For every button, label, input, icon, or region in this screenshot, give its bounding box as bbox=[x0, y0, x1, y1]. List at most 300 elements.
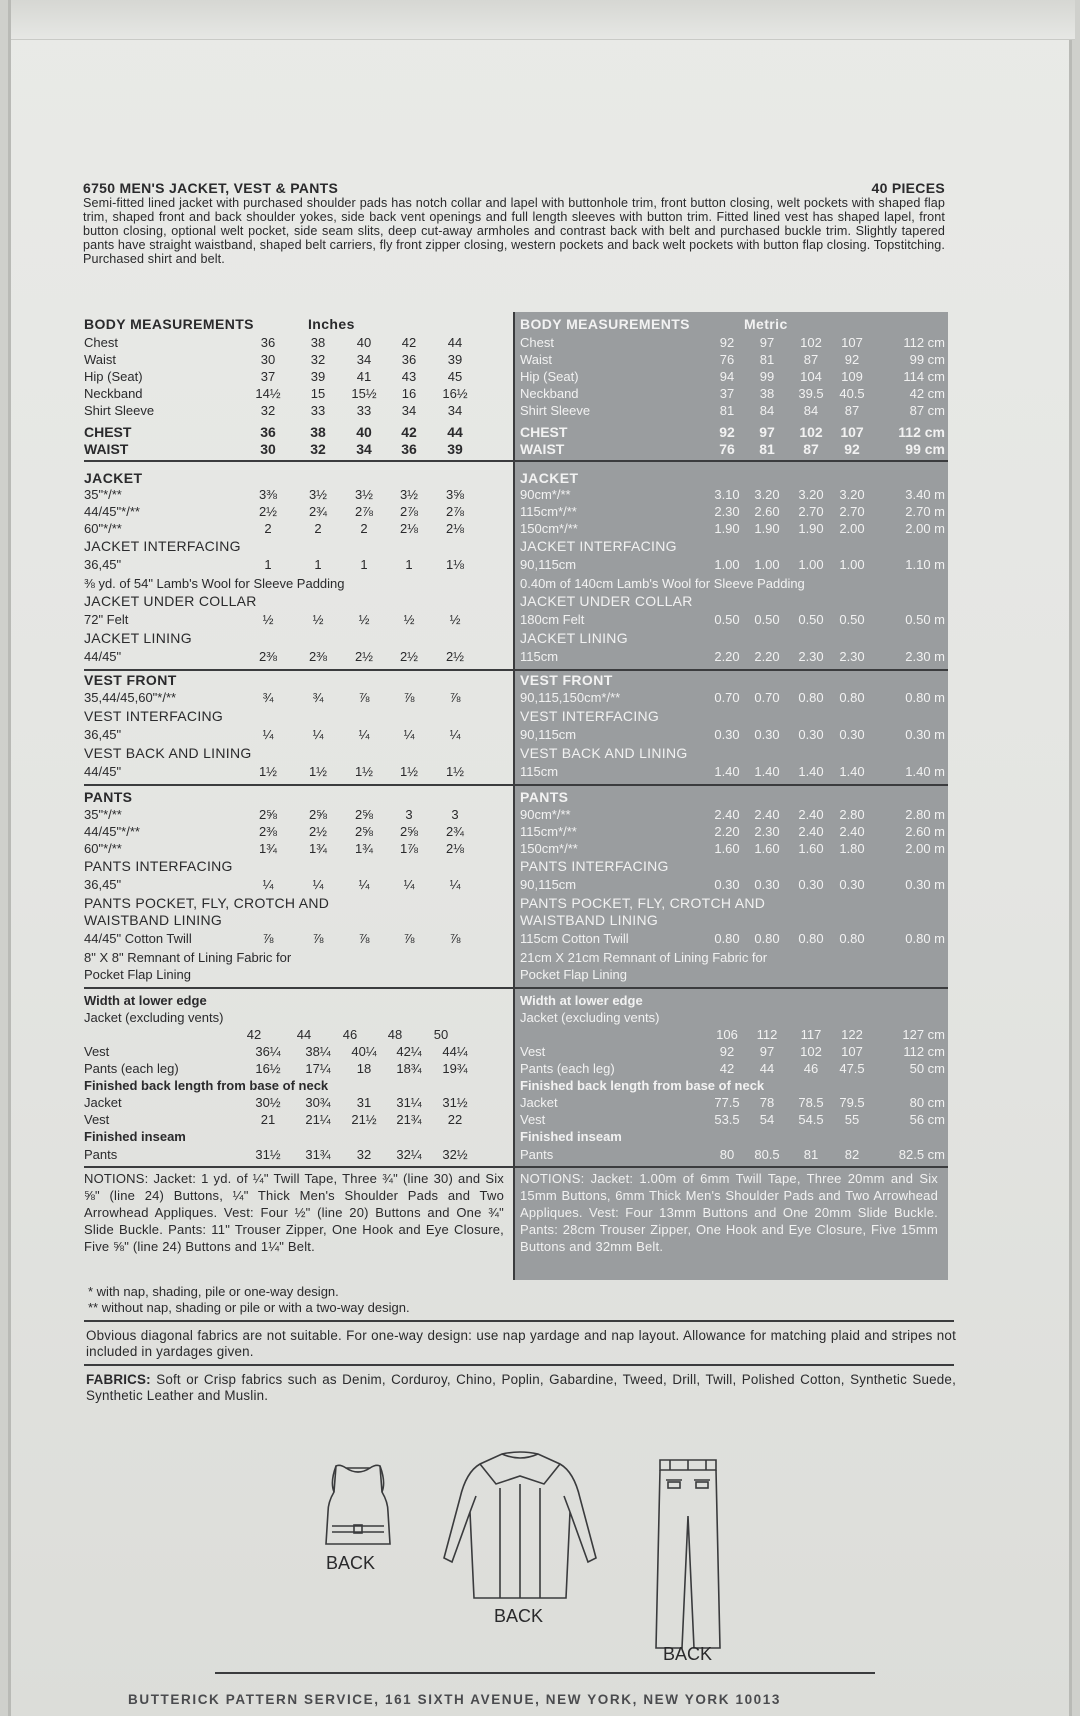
width-vest-row-value: 44¼ bbox=[442, 1044, 468, 1059]
measurement-row-label: Chest bbox=[84, 335, 118, 350]
back-length-jacket-row-value: 31½ bbox=[442, 1095, 468, 1110]
jacket-back-label: BACK bbox=[494, 1606, 544, 1626]
measurement-row-value: 104 bbox=[800, 369, 822, 384]
vest-front-row-value: ¾ bbox=[262, 690, 274, 705]
measurement-row-value: 42 bbox=[401, 335, 417, 350]
pants-pocket-row-value: ⅞ bbox=[262, 931, 274, 946]
jacket-width-value: 46 bbox=[342, 1027, 358, 1042]
measurement-row-value: 92 bbox=[719, 335, 735, 350]
jacket-lining-row-value: 2.30 bbox=[839, 649, 865, 664]
footnote-divider bbox=[84, 1320, 954, 1322]
vest-back-row-label: 115cm bbox=[520, 764, 559, 779]
width-vest-row-value: 38¼ bbox=[305, 1044, 331, 1059]
vest-interfacing-row-value: 0.30 m bbox=[905, 727, 945, 742]
jacket-under-collar-row-value: 0.50 m bbox=[905, 612, 945, 627]
fabrics-note bbox=[86, 1372, 956, 1404]
pants-interfacing-heading: PANTS INTERFACING bbox=[520, 858, 669, 874]
measurement-row-value: 97 bbox=[759, 335, 775, 350]
width-pants-row-value: 46 bbox=[803, 1061, 819, 1076]
width-sub: Jacket (excluding vents) bbox=[520, 1010, 660, 1025]
pants-pocket-row-value: 0.80 bbox=[714, 931, 740, 946]
pants-row-value: 1¾ bbox=[258, 841, 278, 856]
measurement-row-value: 37 bbox=[719, 386, 735, 401]
vest-front-row-value: ⅞ bbox=[358, 690, 370, 705]
vest-interfacing-row-label: 36,45" bbox=[84, 727, 122, 742]
vest-back-row-value: 1.40 bbox=[839, 764, 865, 779]
pants-pocket-row-value: ⅞ bbox=[312, 931, 324, 946]
measurement-row-value: 38 bbox=[310, 335, 326, 350]
back-length-vest-row-value: 21 bbox=[260, 1112, 276, 1127]
jacket-lining-heading: JACKET LINING bbox=[84, 630, 192, 646]
jacket-row-value: 3⅜ bbox=[258, 487, 278, 502]
pants-row-value: 1⅞ bbox=[399, 841, 419, 856]
section-divider bbox=[84, 987, 948, 989]
pants-interfacing-row-value: ¼ bbox=[262, 877, 274, 892]
pattern-title: 6750 MEN'S JACKET, VEST & PANTS bbox=[83, 180, 339, 196]
measurement-row-value: 45 bbox=[447, 369, 463, 384]
pants-pocket-row-value: 0.80 bbox=[754, 931, 780, 946]
footnotes bbox=[88, 1284, 948, 1316]
vest-interfacing-row-value: 0.30 bbox=[839, 727, 865, 742]
back-length-jacket-row-label: Jacket bbox=[84, 1095, 122, 1110]
without-nap-footnote: ** without nap, shading or pile or with a two-way design. bbox=[88, 1300, 410, 1315]
measurement-row-label: Hip (Seat) bbox=[84, 369, 143, 384]
width-pants-row-value: 44 bbox=[759, 1061, 775, 1076]
pants-pocket-heading: PANTS POCKET, FLY, CROTCH AND bbox=[520, 895, 766, 911]
measurement-row-value: 15 bbox=[310, 386, 326, 401]
pants-row-value: 2.30 bbox=[754, 824, 780, 839]
pants-row-value: 2⅝ bbox=[258, 807, 278, 822]
vest-back-sketch bbox=[318, 1462, 398, 1554]
width-vest-row-value: 97 bbox=[759, 1044, 775, 1059]
vest-front-row-value: 0.70 bbox=[754, 690, 780, 705]
measurement-row-value: 16½ bbox=[442, 386, 468, 401]
vest-back-row-value: 1.40 bbox=[714, 764, 740, 779]
size-row-value: 32 bbox=[310, 441, 326, 457]
jacket-under-collar-row-value: ½ bbox=[358, 612, 370, 627]
measurement-row-value: 107 bbox=[841, 335, 863, 350]
size-row-value: 76 bbox=[719, 441, 735, 457]
back-length-jacket-row-value: 30½ bbox=[255, 1095, 281, 1110]
size-row-value: 92 bbox=[719, 424, 735, 440]
size-row-value: 36 bbox=[260, 424, 276, 440]
vest-front-row-value: 0.70 bbox=[714, 690, 740, 705]
pants-row-label: 150cm*/** bbox=[520, 841, 578, 856]
jacket-interfacing-row-value: 1.00 bbox=[839, 557, 865, 572]
jacket-row-label: 35"*/** bbox=[84, 487, 122, 502]
width-pants-row-value: 47.5 bbox=[839, 1061, 865, 1076]
jacket-heading: JACKET bbox=[84, 470, 143, 486]
inseam-row-value: 31¾ bbox=[305, 1147, 331, 1162]
jacket-lining-row-value: 2.30 bbox=[798, 649, 824, 664]
width-vest-row-value: 102 bbox=[800, 1044, 822, 1059]
jacket-lining-row-value: 2½ bbox=[399, 649, 419, 664]
jacket-row-label: 115cm*/** bbox=[520, 504, 577, 519]
vest-back-row-value: 1½ bbox=[258, 764, 278, 779]
jacket-row-value: 2.30 bbox=[714, 504, 740, 519]
measurement-row-value: 37 bbox=[260, 369, 276, 384]
measurement-row-label: Hip (Seat) bbox=[520, 369, 579, 384]
remnant-note-2: Pocket Flap Lining bbox=[520, 967, 627, 982]
inseam-row-value: 31½ bbox=[255, 1147, 281, 1162]
size-row-value: 44 bbox=[447, 424, 463, 440]
width-heading: Width at lower edge bbox=[520, 993, 643, 1008]
pants-row-value: 1.80 bbox=[839, 841, 865, 856]
measurement-row-value: 87 bbox=[844, 403, 860, 418]
width-heading: Width at lower edge bbox=[84, 993, 207, 1008]
pants-heading: PANTS bbox=[520, 789, 569, 805]
vest-back-row-value: 1½ bbox=[399, 764, 419, 779]
pants-row-value: 2.40 bbox=[839, 824, 865, 839]
measurement-row-label: Neckband bbox=[520, 386, 579, 401]
pants-row-label: 90cm*/** bbox=[520, 807, 571, 822]
jacket-lining-row-value: 2⅜ bbox=[308, 649, 328, 664]
jacket-row-value: 1.90 bbox=[714, 521, 740, 536]
back-length-vest-row-value: 53.5 bbox=[714, 1112, 740, 1127]
inseam-heading: Finished inseam bbox=[520, 1129, 622, 1144]
pants-interfacing-row-value: 0.30 bbox=[798, 877, 824, 892]
jacket-under-collar-row-value: ½ bbox=[449, 612, 461, 627]
width-vest-row-value: 92 bbox=[719, 1044, 735, 1059]
pants-interfacing-row-value: 0.30 bbox=[714, 877, 740, 892]
jacket-row-value: 3⅝ bbox=[445, 487, 465, 502]
measurement-row-value: 44 bbox=[447, 335, 463, 350]
jacket-row-value: 1.90 bbox=[754, 521, 780, 536]
width-pants-row-value: 17¼ bbox=[305, 1061, 331, 1076]
vest-interfacing-row-value: 0.30 bbox=[798, 727, 824, 742]
back-length-jacket-row-value: 30¾ bbox=[305, 1095, 331, 1110]
jacket-under-collar-row-label: 72" Felt bbox=[84, 612, 129, 627]
jacket-interfacing-heading: JACKET INTERFACING bbox=[520, 538, 677, 554]
jacket-row-value: 2 bbox=[314, 521, 322, 536]
back-length-heading: Finished back length from base of neck bbox=[520, 1078, 765, 1093]
measurement-row-value: 34 bbox=[401, 403, 417, 418]
width-pants-row-value: 50 cm bbox=[909, 1061, 945, 1076]
vest-front-row-value: 0.80 m bbox=[905, 690, 945, 705]
pants-pocket-row-value: 0.80 bbox=[839, 931, 865, 946]
width-pants-row-value: 19¾ bbox=[442, 1061, 468, 1076]
measurement-row-value: 40.5 bbox=[839, 386, 865, 401]
notions-text: NOTIONS: Jacket: 1 yd. of ¼" Twill Tape, Three ¾" (line 30) and Six ⅝" (line 24) Buttons, ¼" Thick Men's Shoulder Pads and Two Arrowhead Appliques. Vest: Four ½" (line 20) Buttons and One ¾" Slide Buckle. Pants: 11" Trouser Zipper, One Hook and Eye Closure, Five ⅝" (line 24) Buttons and 1¼" Belt. bbox=[84, 1171, 504, 1254]
measurement-row-value: 102 bbox=[800, 335, 822, 350]
remnant-note: 21cm X 21cm Remnant of Lining Fabric for bbox=[520, 950, 768, 965]
pants-row-value: 2.40 bbox=[798, 824, 824, 839]
measurement-row-label: Waist bbox=[520, 352, 553, 367]
size-row-value: 39 bbox=[447, 441, 463, 457]
vest-back-row-value: 1.40 bbox=[798, 764, 824, 779]
vest-front-heading: VEST FRONT bbox=[520, 672, 613, 688]
measurement-row-value: 34 bbox=[356, 352, 372, 367]
vest-back-row-value: 1½ bbox=[445, 764, 465, 779]
pants-interfacing-row-value: 0.30 bbox=[839, 877, 865, 892]
width-vest-row-value: 112 cm bbox=[903, 1044, 945, 1059]
measurement-row-value: 39.5 bbox=[798, 386, 824, 401]
body-measurements-heading: BODY MEASUREMENTS bbox=[520, 316, 690, 332]
measurement-row-label: Shirt Sleeve bbox=[84, 403, 155, 418]
jacket-lining-row-value: 2.20 bbox=[754, 649, 780, 664]
measurement-row-value: 33 bbox=[356, 403, 372, 418]
jacket-under-collar-row-value: 0.50 bbox=[839, 612, 865, 627]
measurement-row-value: 99 cm bbox=[909, 352, 945, 367]
vest-interfacing-row-value: ¼ bbox=[449, 727, 461, 742]
pants-pocket-row-value: ⅞ bbox=[358, 931, 370, 946]
pants-interfacing-row-value: 0.30 m bbox=[905, 877, 945, 892]
back-length-vest-row-value: 21¾ bbox=[396, 1112, 422, 1127]
vest-back-label: BACK bbox=[326, 1553, 376, 1573]
jacket-row-value: 3½ bbox=[308, 487, 328, 502]
envelope-flap bbox=[11, 0, 1075, 40]
jacket-row-value: 1.90 bbox=[798, 521, 824, 536]
jacket-row-label: 60"*/** bbox=[84, 521, 122, 536]
size-row-label: WAIST bbox=[84, 441, 129, 457]
jacket-row-value: 2.70 bbox=[798, 504, 824, 519]
jacket-under-collar-heading: JACKET UNDER COLLAR bbox=[520, 593, 693, 609]
width-pants-row-value: 18¾ bbox=[396, 1061, 422, 1076]
size-row-value: 30 bbox=[260, 441, 276, 457]
jacket-width-value: 106 bbox=[716, 1027, 738, 1042]
vest-front-row-value: ¾ bbox=[312, 690, 324, 705]
jacket-row-value: 2⅞ bbox=[445, 504, 465, 519]
width-vest-row-value: 36¼ bbox=[255, 1044, 281, 1059]
yardage-table bbox=[84, 312, 948, 1280]
measurement-row-value: 34 bbox=[447, 403, 463, 418]
pattern-header bbox=[83, 180, 945, 266]
jacket-row-value: 2 bbox=[360, 521, 368, 536]
measurement-row-value: 99 bbox=[759, 369, 775, 384]
back-length-vest-row-value: 54.5 bbox=[798, 1112, 824, 1127]
jacket-back-sketch bbox=[440, 1448, 600, 1608]
size-row-value: 92 bbox=[844, 441, 860, 457]
pants-interfacing-row-label: 36,45" bbox=[84, 877, 122, 892]
size-row-value: 34 bbox=[356, 441, 372, 457]
jacket-interfacing-row-label: 90,115cm bbox=[520, 557, 577, 572]
pants-interfacing-row-value: ¼ bbox=[403, 877, 415, 892]
size-row-value: 36 bbox=[401, 441, 417, 457]
pants-row-value: 1.60 bbox=[798, 841, 824, 856]
back-length-vest-row-value: 22 bbox=[447, 1112, 463, 1127]
inseam-row-value: 80 bbox=[719, 1147, 735, 1162]
vest-back-heading: VEST BACK AND LINING bbox=[84, 745, 252, 761]
back-length-jacket-row-value: 78 bbox=[759, 1095, 775, 1110]
jacket-width-value: 122 bbox=[841, 1027, 863, 1042]
unit-heading: Metric bbox=[744, 316, 788, 332]
jacket-row-value: 2⅛ bbox=[399, 521, 419, 536]
jacket-row-value: 2⅞ bbox=[399, 504, 419, 519]
vest-interfacing-heading: VEST INTERFACING bbox=[84, 708, 224, 724]
width-pants-row-label: Pants (each leg) bbox=[84, 1061, 179, 1076]
back-length-jacket-row-value: 31 bbox=[356, 1095, 372, 1110]
diagonal-fabric-note: Obvious diagonal fabrics are not suitable. For one-way design: use nap yardage and nap layout. Allowance for matching plaid and stripes not included in yardages given. bbox=[86, 1328, 956, 1359]
pants-row-value: 3 bbox=[405, 807, 413, 822]
jacket-interfacing-row-label: 36,45" bbox=[84, 557, 122, 572]
vest-front-row-value: ⅞ bbox=[403, 690, 415, 705]
pants-row-value: 2.40 bbox=[754, 807, 780, 822]
pants-row-value: 2.00 m bbox=[905, 841, 945, 856]
back-length-vest-row-label: Vest bbox=[520, 1112, 546, 1127]
measurement-row-value: 14½ bbox=[255, 386, 281, 401]
measurement-row-value: 16 bbox=[401, 386, 417, 401]
measurement-row-value: 39 bbox=[310, 369, 326, 384]
vest-back-row-label: 44/45" bbox=[84, 764, 122, 779]
vest-front-heading: VEST FRONT bbox=[84, 672, 177, 688]
back-length-heading: Finished back length from base of neck bbox=[84, 1078, 329, 1093]
measurement-row-value: 112 cm bbox=[903, 335, 945, 350]
width-sub: Jacket (excluding vents) bbox=[84, 1010, 224, 1025]
size-row-value: 42 bbox=[401, 424, 417, 440]
pants-row-value: 2.80 bbox=[839, 807, 865, 822]
measurement-row-value: 81 bbox=[719, 403, 735, 418]
vest-interfacing-row-value: ¼ bbox=[403, 727, 415, 742]
jacket-interfacing-row-value: 1 bbox=[314, 557, 322, 572]
pants-interfacing-row-value: ¼ bbox=[312, 877, 324, 892]
back-length-jacket-row-value: 77.5 bbox=[714, 1095, 740, 1110]
jacket-row-value: 3.10 bbox=[714, 487, 740, 502]
jacket-row-value: 2.00 m bbox=[905, 521, 945, 536]
inseam-row-value: 82.5 cm bbox=[898, 1147, 945, 1162]
back-length-jacket-row-label: Jacket bbox=[520, 1095, 558, 1110]
jacket-lining-row-label: 115cm bbox=[520, 649, 559, 664]
width-pants-row-value: 42 bbox=[719, 1061, 735, 1076]
nap-footnote: * with nap, shading, pile or one-way design. bbox=[88, 1284, 339, 1299]
jacket-interfacing-heading: JACKET INTERFACING bbox=[84, 538, 241, 554]
jacket-row-value: 2½ bbox=[258, 504, 278, 519]
jacket-width-value: 42 bbox=[246, 1027, 262, 1042]
width-vest-row-label: Vest bbox=[84, 1044, 110, 1059]
jacket-under-collar-row-value: ½ bbox=[312, 612, 324, 627]
measurement-row-value: 42 cm bbox=[909, 386, 945, 401]
footer-rule bbox=[215, 1672, 875, 1674]
jacket-interfacing-row-value: 1.00 bbox=[714, 557, 740, 572]
measurement-row-value: 84 bbox=[759, 403, 775, 418]
remnant-note-2: Pocket Flap Lining bbox=[84, 967, 191, 982]
pants-row-value: 2⅝ bbox=[354, 807, 374, 822]
vest-back-heading: VEST BACK AND LINING bbox=[520, 745, 688, 761]
width-vest-row-label: Vest bbox=[520, 1044, 546, 1059]
jacket-row-label: 44/45"*/** bbox=[84, 504, 140, 519]
jacket-width-value: 127 cm bbox=[902, 1027, 945, 1042]
jacket-under-collar-row-value: ½ bbox=[403, 612, 415, 627]
vest-back-row-value: 1½ bbox=[354, 764, 374, 779]
size-row-value: 102 bbox=[799, 424, 823, 440]
pants-heading: PANTS bbox=[84, 789, 133, 805]
size-row-label: WAIST bbox=[520, 441, 565, 457]
measurement-row-value: 36 bbox=[260, 335, 276, 350]
pieces-count: 40 PIECES bbox=[871, 180, 945, 196]
pants-row-value: 2⅛ bbox=[445, 841, 465, 856]
pants-row-value: 2.80 m bbox=[905, 807, 945, 822]
pants-row-value: 2⅝ bbox=[308, 807, 328, 822]
inseam-row-value: 82 bbox=[844, 1147, 860, 1162]
measurement-row-value: 36 bbox=[401, 352, 417, 367]
jacket-lining-row-label: 44/45" bbox=[84, 649, 122, 664]
vest-interfacing-heading: VEST INTERFACING bbox=[520, 708, 660, 724]
inseam-heading: Finished inseam bbox=[84, 1129, 186, 1144]
jacket-lining-row-value: 2.20 bbox=[714, 649, 740, 664]
pattern-description: Semi-fitted lined jacket with purchased shoulder pads has notch collar and lapel with buttonhole trim, front button closing, welt pockets with shaped flap trim, shaped front and back shoulder yokes, side back vent openings and full length sleeves with button trim. Fitted lined vest has shaped lapel, front button closing, optional welt pocket, side seam slits, deep cut-away armholes and contrast back with belt and purchased buckle trim. Slightly tapered pants have straight waistband, shaped belt carriers, fly front zipper closing, western pockets and back welt pockets with button flap closing. Topstitching. Purchased shirt and belt. bbox=[83, 196, 945, 266]
jacket-row-value: 3½ bbox=[354, 487, 374, 502]
size-row-label: CHEST bbox=[84, 424, 132, 440]
pants-pocket-row-label: 44/45" Cotton Twill bbox=[84, 931, 192, 946]
measurement-row-value: 30 bbox=[260, 352, 276, 367]
jacket-row-value: 3.40 m bbox=[905, 487, 945, 502]
pants-row-value: 2⅜ bbox=[258, 824, 278, 839]
vest-interfacing-row-value: ¼ bbox=[262, 727, 274, 742]
pants-row-label: 44/45"*/** bbox=[84, 824, 140, 839]
vest-front-row-value: ⅞ bbox=[449, 690, 461, 705]
pants-row-value: 1.60 bbox=[714, 841, 740, 856]
pants-row-value: 2½ bbox=[308, 824, 328, 839]
wool-note: ⅜ yd. of 54" Lamb's Wool for Sleeve Padding bbox=[84, 576, 345, 591]
measurement-row-label: Chest bbox=[520, 335, 554, 350]
jacket-under-collar-row-value: 0.50 bbox=[754, 612, 780, 627]
section-divider bbox=[84, 460, 948, 462]
pants-row-label: 60"*/** bbox=[84, 841, 122, 856]
size-row-value: 40 bbox=[356, 424, 372, 440]
section-divider bbox=[84, 784, 948, 786]
jacket-width-value: 44 bbox=[296, 1027, 312, 1042]
jacket-interfacing-row-value: 1 bbox=[405, 557, 413, 572]
jacket-under-collar-row-value: 0.50 bbox=[798, 612, 824, 627]
jacket-row-value: 3.20 bbox=[754, 487, 780, 502]
jacket-interfacing-row-value: 1.00 bbox=[754, 557, 780, 572]
pants-lining-heading: WAISTBAND LINING bbox=[520, 912, 659, 928]
jacket-heading: JACKET bbox=[520, 470, 579, 486]
measurement-row-value: 38 bbox=[759, 386, 775, 401]
pants-row-label: 35"*/** bbox=[84, 807, 122, 822]
pants-back-label: BACK bbox=[663, 1644, 713, 1664]
measurement-row-value: 109 bbox=[841, 369, 863, 384]
inseam-row-label: Pants bbox=[520, 1147, 554, 1162]
inseam-row-value: 32½ bbox=[442, 1147, 468, 1162]
pants-row-label: 115cm*/** bbox=[520, 824, 577, 839]
measurement-row-value: 92 bbox=[844, 352, 860, 367]
pants-pocket-row-value: ⅞ bbox=[449, 931, 461, 946]
vest-back-row-value: 1.40 m bbox=[905, 764, 945, 779]
size-row-value: 81 bbox=[759, 441, 775, 457]
width-vest-row-value: 40¼ bbox=[351, 1044, 377, 1059]
pants-lining-heading: WAISTBAND LINING bbox=[84, 912, 223, 928]
column-divider bbox=[513, 312, 515, 1280]
jacket-interfacing-row-value: 1⅛ bbox=[445, 557, 465, 572]
back-length-vest-row-value: 55 bbox=[844, 1112, 860, 1127]
size-row-label: CHEST bbox=[520, 424, 568, 440]
back-length-jacket-row-value: 78.5 bbox=[798, 1095, 824, 1110]
vest-interfacing-row-value: ¼ bbox=[358, 727, 370, 742]
back-length-vest-row-label: Vest bbox=[84, 1112, 110, 1127]
vest-interfacing-row-value: 0.30 bbox=[714, 727, 740, 742]
vest-interfacing-row-value: ¼ bbox=[312, 727, 324, 742]
width-pants-row-value: 16½ bbox=[255, 1061, 281, 1076]
measurement-row-label: Shirt Sleeve bbox=[520, 403, 591, 418]
measurement-row-value: 81 bbox=[759, 352, 775, 367]
measurement-row-value: 76 bbox=[719, 352, 735, 367]
pants-row-value: 2¾ bbox=[445, 824, 465, 839]
size-row-value: 38 bbox=[310, 424, 326, 440]
unit-heading: Inches bbox=[308, 316, 355, 332]
jacket-row-label: 90cm*/** bbox=[520, 487, 571, 502]
jacket-interfacing-row-value: 1 bbox=[360, 557, 368, 572]
jacket-row-label: 150cm*/** bbox=[520, 521, 578, 536]
measurement-row-value: 94 bbox=[719, 369, 735, 384]
notions-text: NOTIONS: Jacket: 1.00m of 6mm Twill Tape, Three 20mm and Six 15mm Buttons, 6mm Thick Men's Shoulder Pads and Two Arrowhead Appliques. Vest: Four 13mm Buttons and One 20mm Slide Buckle. Pants: 28cm Trouser Zipper, One Hook and Eye Closure, Five 15mm Buttons and 32mm Belt. bbox=[520, 1171, 938, 1254]
jacket-width-value: 112 bbox=[756, 1027, 778, 1042]
vest-interfacing-row-label: 90,115cm bbox=[520, 727, 577, 742]
pants-row-value: 1¾ bbox=[308, 841, 328, 856]
measurement-row-value: 87 cm bbox=[909, 403, 945, 418]
back-length-vest-row-value: 21¼ bbox=[305, 1112, 331, 1127]
jacket-under-collar-heading: JACKET UNDER COLLAR bbox=[84, 593, 257, 609]
pants-row-value: 1¾ bbox=[354, 841, 374, 856]
